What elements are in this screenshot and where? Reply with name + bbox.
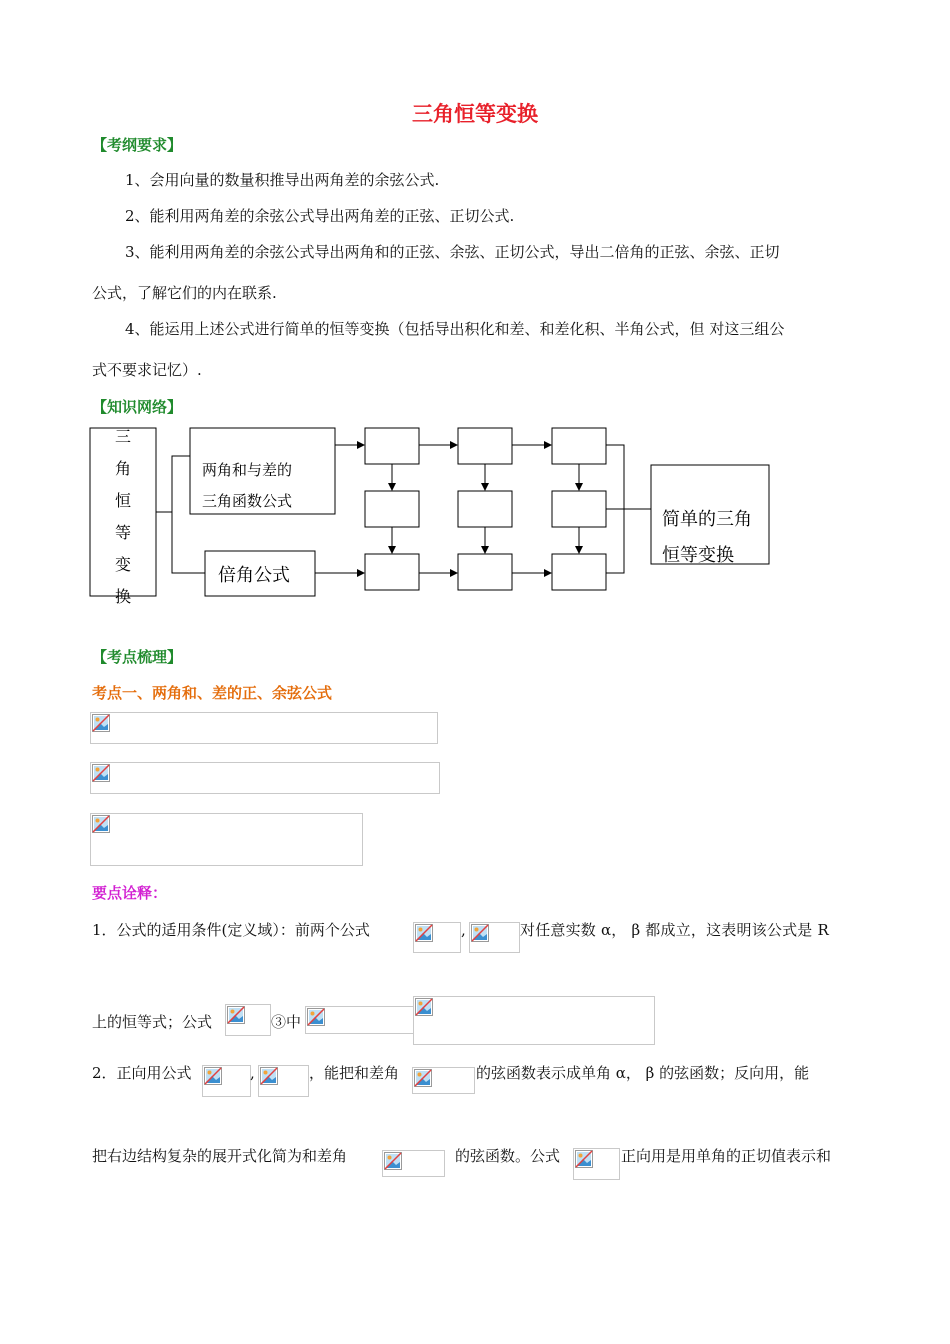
note2-text-d: 把右边结构复杂的展开式化简为和差角 [92,1147,348,1165]
requirement-item-2: 2、能利用两角差的余弦公式导出两角差的正弦、正切公式. [125,207,515,225]
sum-diff-label-line2: 三角函数公式 [202,492,293,510]
left-box-char-2: 角 [114,459,132,478]
broken-image-icon [384,1152,402,1170]
note1-text-c: 上的恒等式；公式 [92,1013,213,1031]
page-title: 三角恒等变换 [412,102,538,126]
left-box-char-4: 等 [114,523,132,542]
flow-box-r2c1 [365,491,419,527]
broken-image-icon [260,1067,278,1085]
note2-text-e: 的弦函数。公式 [455,1147,561,1165]
flow-box-r2c3 [552,491,606,527]
requirement-item-4: 4、能运用上述公式进行简单的恒等变换（包括导出积化和差、和差化积、半角公式，但 对这三组公 [125,320,785,338]
flow-box-r3c3 [552,554,606,590]
flow-box-r3c1 [365,554,419,590]
note1-comma: , [461,921,466,939]
inline-formula-image [573,1148,620,1180]
double-angle-label: 倍角公式 [218,565,290,586]
requirement-item-4-continued: 式不要求记忆）. [92,361,202,379]
note2-text-a: 2．正向用公式 [92,1064,192,1082]
flow-box-r1c1 [365,428,419,464]
left-box-char-6: 换 [114,587,132,606]
inline-formula-image [469,922,520,953]
note2-comma: , [250,1064,255,1082]
note1-text-d: ③中 [271,1013,302,1031]
point-one-heading: 考点一、两角和、差的正、余弦公式 [92,684,333,702]
left-box-char-5: 变 [114,555,132,574]
flow-box-r2c2 [458,491,512,527]
notes-heading: 要点诠释： [92,884,168,902]
knowledge-network-diagram [0,0,950,620]
broken-image-icon [415,998,433,1016]
formula-image-3 [90,813,363,866]
left-box-char-3: 恒 [114,491,132,510]
broken-image-icon [227,1006,245,1024]
note2-text-f: 正向用是用单角的正切值表示和 [621,1147,832,1165]
requirement-item-3-continued: 公式，了解它们的内在联系. [92,284,277,302]
flow-box-r1c2 [458,428,512,464]
requirement-item-3: 3、能利用两角差的余弦公式导出两角和的正弦、余弦、正切公式，导出二倍角的正弦、余弦、正切 [125,243,780,261]
flow-box-r1c3 [552,428,606,464]
inline-formula-image [412,1067,475,1094]
formula-image-2 [90,762,440,794]
broken-image-icon [415,924,433,942]
formula-image-1 [90,712,438,744]
inline-formula-image [225,1004,271,1036]
flow-box-r3c2 [458,554,512,590]
network-heading: 【知识网络】 [92,398,183,416]
broken-image-icon [307,1008,325,1026]
note1-text-a: 1．公式的适用条件(定义域）：前两个公式 [92,921,370,939]
inline-formula-image [413,922,461,953]
result-label-line1: 简单的三角 [662,509,752,530]
inline-formula-image [258,1065,309,1097]
result-label-line2: 恒等变换 [662,545,734,566]
sum-diff-label-line1: 两角和与差的 [202,461,293,479]
inline-formula-image [202,1065,251,1097]
broken-image-icon [92,764,110,782]
inline-formula-image [305,1006,414,1034]
broken-image-icon [92,815,110,833]
note2-text-b: ，能把和差角 [309,1064,400,1082]
left-box-char-1: 三 [114,427,132,446]
broken-image-icon [575,1150,593,1168]
note2-text-c: 的弦函数表示成单角 α， β 的弦函数；反向用，能 [476,1064,810,1082]
inline-formula-image [413,996,655,1045]
note1-text-b: 对任意实数 α， β 都成立，这表明该公式是 R [520,921,829,939]
broken-image-icon [92,714,110,732]
broken-image-icon [471,924,489,942]
requirement-item-1: 1、会用向量的数量积推导出两角差的余弦公式. [125,171,440,189]
requirements-heading: 【考纲要求】 [92,136,183,154]
broken-image-icon [204,1067,222,1085]
inline-formula-image [382,1150,445,1177]
points-heading: 【考点梳理】 [92,648,183,666]
broken-image-icon [414,1069,432,1087]
